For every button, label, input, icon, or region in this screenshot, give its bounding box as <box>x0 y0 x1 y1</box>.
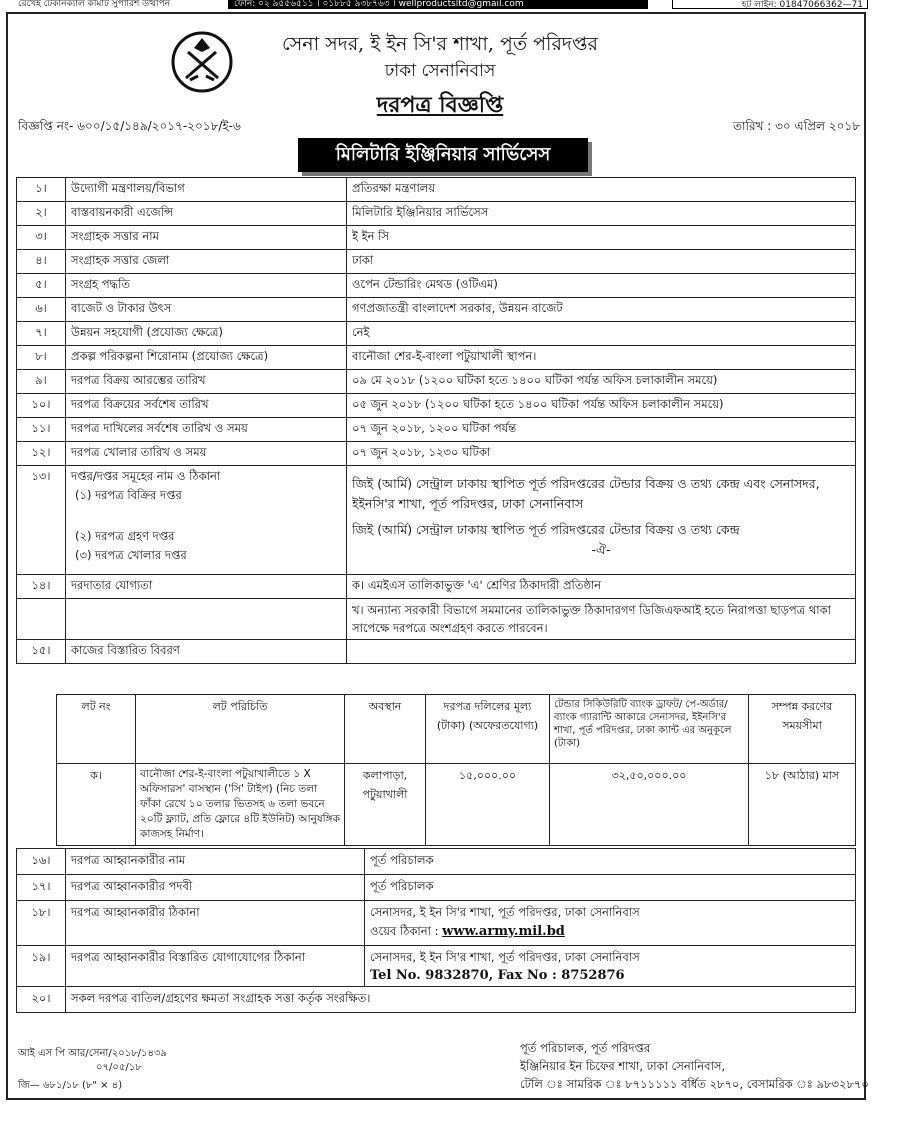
web-line <box>370 923 850 942</box>
table-row <box>17 849 856 875</box>
top-strip <box>0 0 906 10</box>
lot-header-cell: সম্পন্ন করণের সময়সীমা <box>749 695 856 764</box>
row-number: ৩। <box>17 226 66 250</box>
signature-line-1: পূর্ত পরিচালক, পূর্ত পরিদপ্তর <box>520 1041 651 1055</box>
footer-ref: আই এস পি আর/সেনা/২০১৮/১৪৩৯ <box>18 1048 168 1059</box>
army-emblem-icon <box>170 30 234 94</box>
lot-description: বানৌজা শের-ই-বাংলা পটুয়াখালীতে ১ X অফিসারস' বাসস্থান ('সি' টাইপ) (নিচ তলা ফাঁকা রেখে ১০ তলার ভিতসহ ৬ তলা ভবনে ২০টি ফ্ল্যাট, প্রতি ফ্লোরে ৪টি ইউনিট) আনুষঙ্গিক কাজসহ নির্মাণ। <box>136 764 345 846</box>
row-number: ১২। <box>17 442 66 466</box>
row-label: দরপত্র খোলার তারিখ ও সময় <box>66 442 347 466</box>
row-value: ০৭ জুন ২০১৮, ১২০০ ঘটিকা পর্যন্ত <box>347 418 856 442</box>
table-row <box>17 418 856 442</box>
row-number: ৭। <box>17 322 66 346</box>
lot-header-cell: টেন্ডার সিকিউরিটি ব্যাংক ড্রাফট/ পে-অর্ডার/ব্যাংক গ্যারান্টি আকারে সেনাসদর, ইইনসি'র শাখা, পূর্ত পরিদপ্তর, ঢাকা ক্যান্ট এর অনুকূলে (টাকা) <box>550 695 749 764</box>
row-value: ০৯ মে ২০১৮ (১২০০ ঘটিকা হতে ১৪০০ ঘটিকা পর্যন্ত অফিস চলাকালীন সময়ে) <box>347 370 856 394</box>
header-line-2: ঢাকা সেনানিবাস <box>384 61 496 81</box>
office-value-2: জিই (আর্মি) সেন্ট্রাল ঢাকায় স্থাপিত পূর্ত পরিদপ্তরের টেন্ডার বিক্রয় ও তথ্য কেন্দ্র <box>352 522 740 537</box>
contact-address: সেনাসদর, ই ইন সি'র শাখা, পূর্ত পরিদপ্তর, ঢাকা সেনানিবাস <box>370 950 640 964</box>
notice-date: তারিখ : ৩০ এপ্রিল ২০১৮ <box>733 119 860 133</box>
signature-line-2: ইঞ্জিনিয়ার ইন চিফের শাখা, ঢাকা সেনানিবাস, <box>520 1059 726 1073</box>
web-label: ওয়েব ঠিকানা : <box>370 924 443 938</box>
row-label: উন্নয়ন সহযোগী (প্রযোজ্য ক্ষেত্রে) <box>66 322 347 346</box>
row-number: ১৩। <box>17 466 66 575</box>
row-value: ই ইন সি <box>347 226 856 250</box>
row-value: নেই <box>347 322 856 346</box>
office-value-3: -ঐ- <box>591 542 611 557</box>
row-value: ঢাকা <box>347 250 856 274</box>
row-value <box>365 901 856 946</box>
row-number: ১৮। <box>17 901 66 946</box>
table-row <box>17 394 856 418</box>
memo-number: বিজ্ঞপ্তি নং- ৬০০/১৫/১৪৯/২০১৭-২০১৮/ই-৬ <box>18 119 241 133</box>
lot-header-cell: লট নং <box>57 695 136 764</box>
table-row <box>17 987 856 1013</box>
row-number: ৯। <box>17 370 66 394</box>
row-label: সংগ্রহ পদ্ধতি <box>66 274 347 298</box>
lot-header-cell: লট পরিচিতি <box>136 695 345 764</box>
table-row <box>17 346 856 370</box>
table-row <box>17 298 856 322</box>
table-row <box>17 875 856 901</box>
table-row <box>17 178 856 202</box>
row-value: ক। এমইএস তালিকাভুক্ত 'এ' শ্রেণির ঠিকাদারী প্রতিষ্ঠান <box>347 575 856 599</box>
row-label: দরপত্র বিক্রয় আরম্ভের তারিখ <box>66 370 347 394</box>
lot-row <box>57 764 856 846</box>
table-row <box>17 901 856 946</box>
row-number: ২। <box>17 202 66 226</box>
signature-line-3: টেলি ঃ সামরিক ঃ ৮৭১১১১১ বর্ধিত ২৮৭০, বেসামরিক ঃ ৯৮৩২৮৭০ <box>520 1077 869 1091</box>
row-number: ১৯। <box>17 946 66 987</box>
lot-header-cell: দরপত্র দলিলের মূল্য (টাকা) (অফেরতযোগ্য) <box>426 695 550 764</box>
row-value: পূর্ত পরিচালক <box>365 849 856 875</box>
lot-header-row <box>57 695 856 764</box>
top-strip-hotline: হট লাইন: 01847066362—71 <box>672 0 868 9</box>
row-number: ১৬। <box>17 849 66 875</box>
row-number: ৫। <box>17 274 66 298</box>
footer-ref-date: ০৭/০৫/১৮ <box>96 1062 142 1073</box>
row-label: দরপত্র আহ্বানকারীর পদবী <box>66 875 365 901</box>
top-strip-contact: ফোন: ০২ ৯৫৫৬৫১১ । ০১৮৮৫ ৯৩৮৭৬৩ । wellproductsltd@gmail.com <box>228 0 648 9</box>
service-banner: মিলিটারি ইঞ্জিনিয়ার সার্ভিসেস <box>298 138 588 172</box>
tender-info-table <box>16 177 856 664</box>
row-value: সকল দরপত্র বাতিল/গ্রহণের ক্ষমতা সংগ্রাহক সত্তা কর্তৃক সংরক্ষিত। <box>66 987 856 1013</box>
row-value: ওপেন টেন্ডারিং মেথড (ওটিএম) <box>347 274 856 298</box>
row-value: ০৭ জুন ২০১৮, ১২৩০ ঘটিকা <box>347 442 856 466</box>
row-label: দরদাতার যোগ্যতা <box>66 575 347 599</box>
contact-phone-fax: Tel No. 9832870, Fax No : 8752876 <box>370 968 625 983</box>
table-row <box>17 599 856 640</box>
notice-title: দরপত্র বিজ্ঞপ্তি <box>376 92 504 118</box>
row-label <box>66 466 347 575</box>
row-number <box>17 599 66 640</box>
address-line: সেনাসদর, ই ইন সি'র শাখা, পূর্ত পরিদপ্তর, ঢাকা সেনানিবাস <box>370 905 640 919</box>
office-label: দপ্তর/দপ্তর সমূহের নাম ও ঠিকানা <box>71 469 221 483</box>
row-label: দরপত্র আহ্বানকারীর বিস্তারিত যোগাযোগের ঠিকানা <box>66 946 365 987</box>
lot-document-price: ১৫,০০০.০০ <box>426 764 550 846</box>
table-row <box>17 274 856 298</box>
row-label: দরপত্র বিক্রয়ের সর্বশেষ তারিখ <box>66 394 347 418</box>
row-label <box>66 599 347 640</box>
row-value: ০৫ জুন ২০১৮ (১২০০ ঘটিকা হতে ১৪০০ ঘটিকা পর্যন্ত অফিস চলাকালীন সময়ে) <box>347 394 856 418</box>
table-row <box>17 322 856 346</box>
office-sub-2: (২) দরপত্র গ্রহণ দপ্তর <box>75 529 175 543</box>
lot-header-cell: অবস্থান <box>345 695 426 764</box>
row-value: প্রতিরক্ষা মন্ত্রণালয় <box>347 178 856 202</box>
web-link[interactable]: www.army.mil.bd <box>442 924 565 939</box>
row-value <box>365 946 856 987</box>
row-value <box>347 640 856 664</box>
row-number: ১১। <box>17 418 66 442</box>
row-label: উদ্যোগী মন্ত্রণালয়/বিভাগ <box>66 178 347 202</box>
row-label: বাস্তবায়নকারী এজেন্সি <box>66 202 347 226</box>
row-number: ১৪। <box>17 575 66 599</box>
lot-table <box>56 694 856 846</box>
lot-completion-time: ১৮ (আঠার) মাস <box>749 764 856 846</box>
row-value: গণপ্রজাতন্ত্রী বাংলাদেশ সরকার, উন্নয়ন বাজেট <box>347 298 856 322</box>
row-number: ৮। <box>17 346 66 370</box>
row-number: ৬। <box>17 298 66 322</box>
row-label: সংগ্রাহক সত্তার নাম <box>66 226 347 250</box>
table-row <box>17 250 856 274</box>
row-value: পূর্ত পরিচালক <box>365 875 856 901</box>
row-number: ২০। <box>17 987 66 1013</box>
office-sub-3: (৩) দরপত্র খোলার দপ্তর <box>75 548 187 562</box>
row-number: ১৫। <box>17 640 66 664</box>
table-row <box>17 575 856 599</box>
table-row <box>17 202 856 226</box>
lot-location: কলাপাড়া, পটুয়াখালী <box>345 764 426 846</box>
row-label: কাজের বিস্তারিত বিবরণ <box>66 640 347 664</box>
office-sub-1: (১) দরপত্র বিক্রির দপ্তর <box>75 488 182 502</box>
row-value: মিলিটারি ইঞ্জিনিয়ার সার্ভিসেস <box>347 202 856 226</box>
row-value: বানৌজা শের-ই-বাংলা পটুয়াখালী স্থাপন। <box>347 346 856 370</box>
row-label: দরপত্র দাখিলের সর্বশেষ তারিখ ও সময় <box>66 418 347 442</box>
row-value <box>347 466 856 575</box>
row-number: ১০। <box>17 394 66 418</box>
row-value: খ। অন্যান্য সরকারী বিভাগে সমমানের তালিকাভুক্ত ঠিকাদারগণ ডিজিএফআই হতে নিরাপত্তা ছাড়পত্র থাকা সাপেক্ষে দরপত্রে অংশগ্রহণ করতে পারবেন। <box>347 599 856 640</box>
lot-security-amount: ৩২,৫০,০০০.০০ <box>550 764 749 846</box>
row-label: বাজেট ও টাকার উৎস <box>66 298 347 322</box>
top-strip-left: রেখেই টেকনিক্যাল কমিটি সুপারিশ উত্থাপন <box>18 0 171 9</box>
lot-number: ক। <box>57 764 136 846</box>
table-row <box>17 442 856 466</box>
row-number: ১। <box>17 178 66 202</box>
table-row <box>17 946 856 987</box>
header-line-1: সেনা সদর, ই ইন সি'র শাখা, পূর্ত পরিদপ্তর <box>282 33 598 55</box>
table-row <box>17 466 856 575</box>
row-label: দরপত্র আহ্বানকারীর নাম <box>66 849 365 875</box>
footer-ref-2: জি— ৬৮১/১৮ (৮" × ৪) <box>18 1080 123 1091</box>
table-row <box>17 226 856 250</box>
row-label: দরপত্র আহ্বানকারীর ঠিকানা <box>66 901 365 946</box>
row-label: সংগ্রাহক সত্তার জেলা <box>66 250 347 274</box>
table-row <box>17 640 856 664</box>
tender-contact-table <box>16 848 856 1013</box>
table-row <box>17 370 856 394</box>
office-value-1: জিই (আর্মি) সেন্ট্রাল ঢাকায় স্থাপিত পূর্ত পরিদপ্তরের টেন্ডার বিক্রয় ও তথ্য কেন্দ্র এবং সেনাসদর, ইইনসি'র শাখা, পূর্ত পরিদপ্তর, ঢাকা সেনানিবাস <box>352 476 820 511</box>
row-number: ১৭। <box>17 875 66 901</box>
row-number: ৪। <box>17 250 66 274</box>
row-label: প্রকল্প পরিকল্পনা শিরোনাম (প্রযোজ্য ক্ষেত্রে) <box>66 346 347 370</box>
